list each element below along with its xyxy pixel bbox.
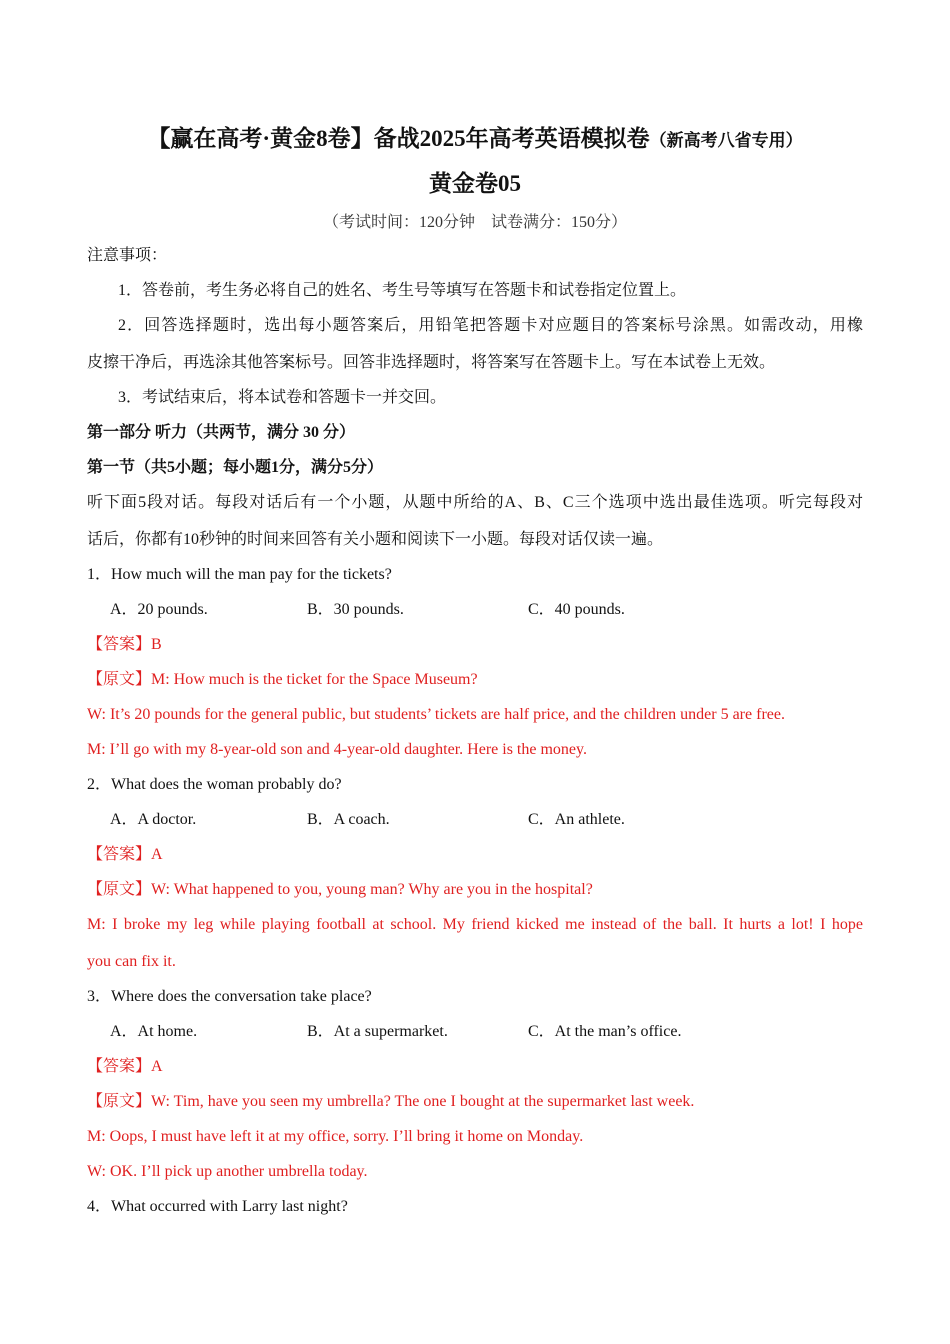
question-1-transcript-1: 【原文】M: How much is the ticket for the Space Museum? [87,671,478,688]
question-2-transcript-3: you can fix it. [87,953,176,970]
paper-number: 黄金卷05 [429,171,521,196]
question-3-transcript-3: W: OK. I’ll pick up another umbrella today. [87,1163,368,1180]
notice-item-1: 1．答卷前，考生务必将自己的姓名、考生号等填写在答题卡和试卷指定位置上。 [118,282,687,299]
question-2-option-b: B．A coach. [307,811,390,828]
question-3-option-c: C．At the man’s office. [528,1023,682,1040]
exam-title-sub: （新高考八省专用） [649,131,803,150]
question-1-option-a: A．20 pounds. [110,601,208,618]
question-3-option-b: B．At a supermarket. [307,1023,448,1040]
question-1-transcript-2: W: It’s 20 pounds for the general public, but students’ tickets are half price, and the children under 5 are free. [87,706,785,723]
question-2-answer: 【答案】A [87,846,163,863]
question-3-stem: 3．Where does the conversation take place? [87,988,372,1005]
question-1-answer: 【答案】B [87,636,162,653]
question-2-transcript-1: 【原文】W: What happened to you, young man? Why are you in the hospital? [87,881,593,898]
notice-item-3: 3．考试结束后，将本试卷和答题卡一并交回。 [118,389,447,406]
question-3-answer: 【答案】A [87,1058,163,1075]
question-1-transcript-3: M: I’ll go with my 8-year-old son and 4-year-old daughter. Here is the money. [87,741,587,758]
notice-heading: 注意事项： [87,247,168,264]
question-2-transcript-2: M: I broke my leg while playing football at school. My friend kicked me instead of the ball. It hurts a lot! I hope [87,916,863,933]
part-heading: 第一部分 听力（共两节，满分 30 分） [87,424,356,441]
instructions-line-2: 话后，你都有10秒钟的时间来回答有关小题和阅读下一小题。每段对话仅读一遍。 [87,531,664,548]
instructions-line-1: 听下面5段对话。每段对话后有一个小题，从题中所给的A、B、C三个选项中选出最佳选项。听完每段对 [87,494,863,511]
question-3-option-a: A．At home. [110,1023,198,1040]
notice-item-2-line-1: 2．回答选择题时，选出每小题答案后，用铅笔把答题卡对应题目的答案标号涂黑。如需改动，用橡 [118,317,863,334]
question-1-stem: 1．How much will the man pay for the tickets? [87,566,392,583]
question-2-option-a: A．A doctor. [110,811,197,828]
exam-title [0,122,950,158]
exam-info: （考试时间：120分钟 试卷满分：150分） [322,214,627,231]
question-2-option-c: C．An athlete. [528,811,625,828]
question-1-option-b: B．30 pounds. [307,601,404,618]
exam-title-main: 【赢在高考·黄金8卷】备战2025年高考英语模拟卷 [147,126,650,151]
section-heading: 第一节（共5小题；每小题1分，满分5分） [87,459,384,476]
question-3-transcript-1: 【原文】W: Tim, have you seen my umbrella? The one I bought at the supermarket last week. [87,1093,695,1110]
notice-item-2-line-2: 皮擦干净后，再选涂其他答案标号。回答非选择题时，将答案写在答题卡上。写在本试卷上无效。 [87,354,776,371]
question-1-option-c: C．40 pounds. [528,601,625,618]
question-2-stem: 2．What does the woman probably do? [87,776,342,793]
question-3-transcript-2: M: Oops, I must have left it at my office, sorry. I’ll bring it home on Monday. [87,1128,584,1145]
question-4-stem: 4．What occurred with Larry last night? [87,1198,348,1215]
